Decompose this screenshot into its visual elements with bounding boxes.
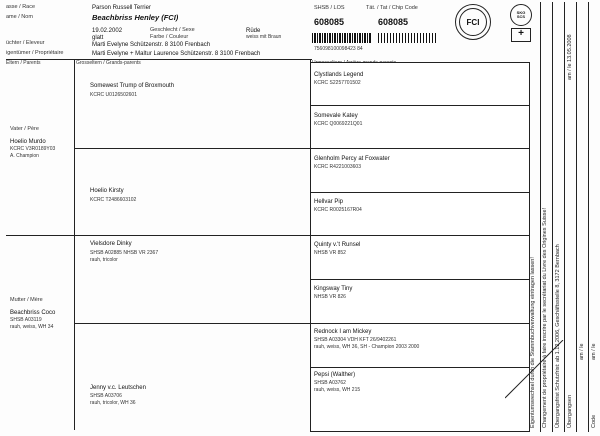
grid-line-v1 [74, 60, 75, 430]
side-text-uebergang: Übergangsen [567, 394, 573, 428]
dds-extra: rauh, weiss, WH 36, SH - Champion 2003 2000 [314, 344, 420, 350]
sdd-reg: KCRC R0025167R04 [314, 207, 362, 213]
dam-dam-reg: SHSB A03706 [90, 393, 122, 399]
dam-sire-extra: rauh, tricolor [90, 257, 118, 263]
side-text-code: Code [591, 414, 597, 428]
ddd-extra: rauh, weiss, WH 215 [314, 387, 361, 393]
dam-name: Beachbriss Coco [10, 310, 56, 316]
sire-reg: KCRC V3R0189Y03 [10, 146, 56, 152]
sire-sire-reg: KCRC U0126502601 [90, 92, 137, 98]
ddd-reg: SHSB A03762 [314, 380, 346, 386]
barcode [312, 33, 372, 43]
color-label: Farbe / Couleur [150, 34, 189, 40]
chip-label: Tät. / Tat / Chip Code [366, 5, 418, 11]
dam-dam-name: Jenny v.c. Leutschen [90, 385, 146, 391]
sire-extra: A. Champion [10, 153, 39, 159]
sds-name: Glenholm Percy at Foxwater [314, 156, 390, 162]
dam-extra: rauh, weiss, WH 34 [10, 324, 54, 330]
father-label: Vater / Père [10, 126, 39, 132]
owner-value: Marti Evelyne + Maltur Laurence Schützenstr. 8 3100 Frenbach [92, 51, 261, 57]
color2-value: weiss mit Braun [246, 34, 282, 40]
dam-sire-name: Vielsdore Dinky [90, 241, 132, 247]
dds-reg: SHSB A03304 VDH KFT 26/9402261 [314, 337, 397, 343]
breed-label: asse / Race [6, 4, 36, 10]
breeder-label: üchter / Eleveur [6, 40, 45, 46]
dam-sire-reg: SHSB A02885 NHSB VR 2367 [90, 250, 159, 256]
skg-logo-text: SKG SCS [516, 9, 526, 19]
ggp-box-2 [310, 105, 530, 150]
sire-sire-name: Somewest Trump of Broxmouth [90, 83, 175, 89]
grid-line-h2 [74, 323, 310, 324]
side-line-4 [576, 2, 577, 432]
side-text-date: am / le 13.05.2008 [567, 34, 573, 80]
side-text-2: Changement de propriétaire à faire inscrire par le secrétariat du Livre des Origines Suisse! [542, 207, 548, 428]
col-grandparents-label: Grosseltern / Grands-parents [76, 60, 141, 66]
side-text-amle: am / le [579, 343, 585, 360]
sex-value: Rüde [246, 28, 261, 34]
grid-mid-divider [6, 235, 310, 236]
ssd-reg: KCRC Q0069221Q01 [314, 121, 363, 127]
ggp-box-3 [310, 148, 530, 194]
color-value: glatt [92, 35, 104, 41]
reg-number: 608085 [314, 17, 345, 27]
side-text-amle-2: am / le [591, 343, 597, 360]
barcode-2 [378, 33, 438, 43]
chip-number: 608085 [378, 17, 409, 27]
diagonal-mark [505, 340, 565, 400]
mother-label: Mutter / Mère [10, 297, 43, 303]
dsd-reg: NHSB VR 826 [314, 294, 346, 300]
col-parents-label: Eltern / Parents [6, 60, 41, 66]
name-label: ame / Nom [6, 14, 33, 20]
sss-reg: KCRC S2257701502 [314, 80, 361, 86]
sire-dam-reg: KCRC T2486603102 [90, 197, 137, 203]
owner-label: igentümer / Propriétaire [6, 50, 64, 56]
skg-logo: SKG SCS + [508, 4, 534, 40]
grid-line-h1 [74, 148, 310, 149]
reg-label: SHSB / LOS [314, 5, 345, 11]
fci-logo-seal [455, 4, 491, 40]
birth-date: 19.02.2002 [92, 28, 123, 34]
sdd-name: Hellvar Pip [314, 199, 344, 205]
dam-dam-extra: rauh, tricolor, WH 36 [90, 400, 136, 406]
dss-reg: NHSB VR 852 [314, 250, 346, 256]
dam-reg: SHSB A03119 [10, 317, 42, 323]
dog-name: Beachbriss Henley (FCI) [92, 13, 179, 22]
side-text-1: Eigentumswechsel durch die Stammbuchverwaltung eintragen lassen! [530, 257, 536, 428]
side-text-3: Übergangsfrist Schutzfrist: ab 1.12.2006, Geschäftsstelle 8, 3172 Bernbach [555, 244, 561, 428]
sire-dam-name: Hoelio Kirsty [90, 188, 124, 194]
header-divider [6, 59, 312, 60]
breed-value: Parson Russell Terrier [92, 5, 151, 11]
sire-name: Hoelio Murdo [10, 139, 46, 145]
ssd-name: Somevale Katey [314, 113, 358, 119]
breeder-value: Marti Evelyne Schützenstr. 8 3100 Frenbach [92, 42, 211, 48]
dsd-name: Kingsway Tiny [314, 286, 353, 292]
dss-name: Quinty v.'t Runsel [314, 242, 361, 248]
chip-code: 756098100098423 84 [314, 46, 363, 52]
dds-name: Rednock I am Mickey [314, 329, 372, 335]
sds-reg: KCRC R4221003603 [314, 164, 361, 170]
ddd-name: Pepsi (Walther) [314, 372, 356, 378]
fci-logo-text: FCI [466, 17, 480, 27]
sex-label: Geschlecht / Sexe [150, 27, 195, 33]
side-line-5 [588, 2, 589, 432]
sss-name: Clystlands Legend [314, 72, 364, 78]
